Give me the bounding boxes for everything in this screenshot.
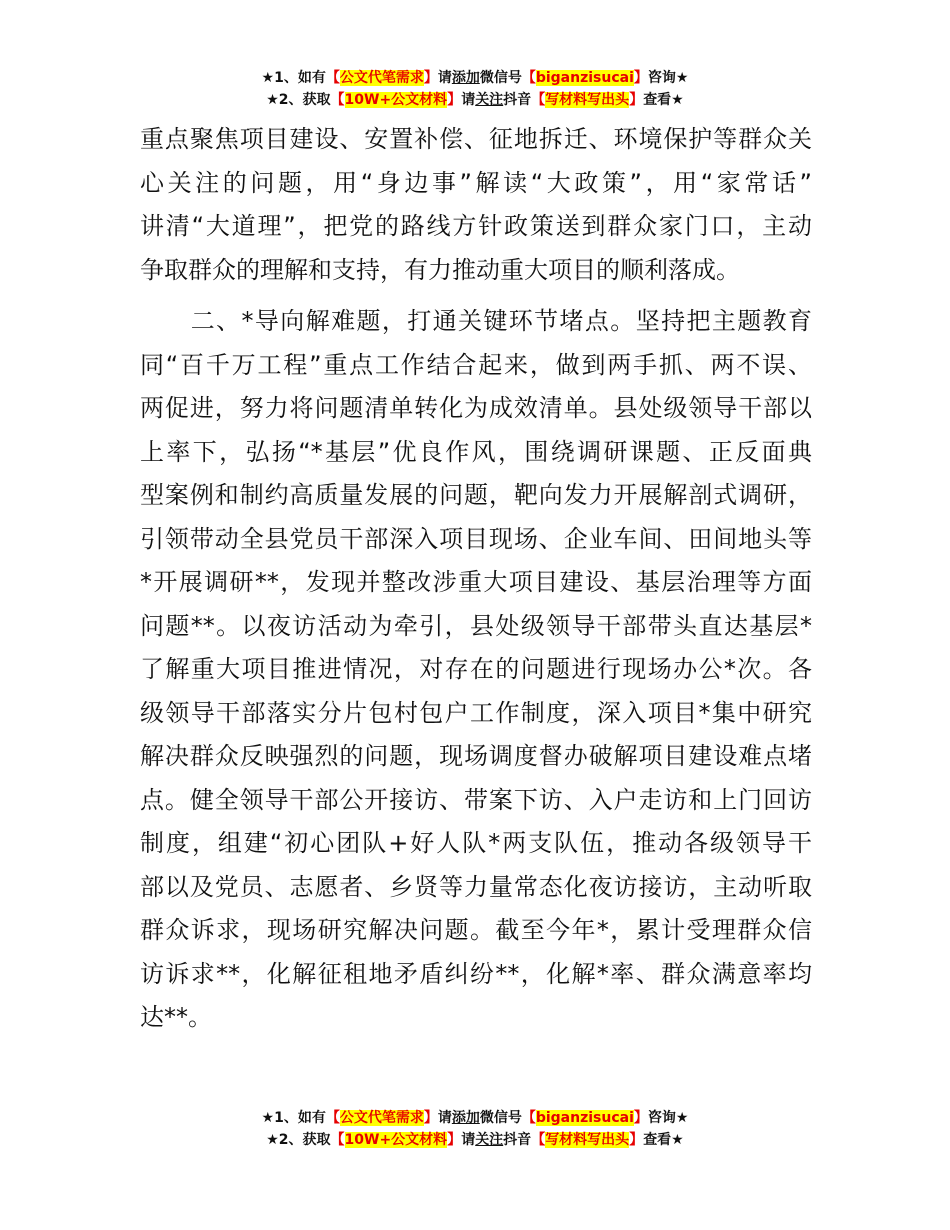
text-line: 型案例和制约高质量发展的问题，靶向发力开展解剖式调研， <box>140 481 812 509</box>
promo-bracket: 【 <box>531 92 546 108</box>
text-line: 二、*导向解难题，打通关键环节堵点。坚持把主题教育 <box>140 307 812 335</box>
text-line: 心关注的问题，用“身边事”解读“大政策”，用“家常话” <box>140 168 812 197</box>
promo-text: ★2、获取 <box>266 1132 331 1148</box>
promo-text: ★2、获取 <box>266 92 331 108</box>
text-line: 上率下，弘扬“*基层”优良作风，围绕调研课题、正反面典 <box>140 437 812 466</box>
promo-bracket: 】 <box>423 1110 438 1126</box>
promo-bracket: 【 <box>325 70 340 86</box>
text-line: 了解重大项目推进情况，对存在的问题进行现场办公*次。各 <box>140 655 812 683</box>
promo-bracket: 】 <box>447 1132 462 1148</box>
text-line: 问题**。以夜访活动为牵引，县处级领导干部带头直达基层* <box>140 611 812 640</box>
promo-text: 请 <box>437 70 452 86</box>
promo-highlight: biganzisucai <box>535 1110 634 1126</box>
text-line: 达**。 <box>140 1003 212 1031</box>
promo-line-1 <box>0 1107 950 1129</box>
promo-bracket: 】 <box>629 1132 644 1148</box>
promo-bracket: 【 <box>325 1110 340 1126</box>
promo-bracket: 【 <box>521 1110 536 1126</box>
promo-text: 添加 <box>451 70 480 86</box>
paragraph-2 <box>140 300 812 1040</box>
text-line: 重点聚焦项目建设、安置补偿、征地拆迁、环境保护等群众关 <box>140 125 812 153</box>
promo-text: 微信号 <box>479 70 522 86</box>
promo-text: 微信号 <box>479 1110 522 1126</box>
text-line: 争取群众的理解和支持，有力推动重大项目的顺利落成。 <box>140 255 740 284</box>
promo-text: 请 <box>461 92 476 108</box>
text-line: 点。健全领导干部公开接访、带案下访、入户走访和上门回访 <box>140 785 812 814</box>
text-line: 级领导干部落实分片包村包户工作制度，深入项目*集中研究 <box>140 698 812 727</box>
promo-text: 查看★ <box>643 1132 684 1148</box>
promo-highlight: 公文代笔需求 <box>339 1110 424 1126</box>
promo-highlight: 10W+公文材料 <box>344 1132 448 1148</box>
promo-text: 咨询★ <box>647 70 689 86</box>
text-line: 制度，组建“初心团队+好人队*两支队伍，推动各级领导干 <box>140 829 812 857</box>
text-line: 部以及党员、志愿者、乡贤等力量常态化夜访接访，主动听取 <box>140 872 812 901</box>
promo-line-2 <box>0 1129 950 1151</box>
promo-text: ★1、如有 <box>261 1110 326 1126</box>
promo-bracket: 【 <box>531 1132 546 1148</box>
promo-line-2 <box>0 89 950 111</box>
promo-line-1 <box>0 67 950 89</box>
text-line: 引领带动全县党员干部深入项目现场、企业车间、田间地头等 <box>140 524 812 553</box>
promo-text: 请 <box>461 1132 476 1148</box>
promo-text: 关注 <box>475 92 504 108</box>
document-body <box>140 118 812 1040</box>
promo-highlight: 10W+公文材料 <box>344 92 448 108</box>
promo-bracket: 】 <box>423 70 438 86</box>
promo-text: 关注 <box>475 1132 504 1148</box>
header-promo-banner <box>0 67 950 111</box>
text-line: 讲清“大道理”，把党的路线方针政策送到群众家门口，主动 <box>140 212 812 240</box>
footer-promo-banner <box>0 1107 950 1151</box>
text-line: 两促进，努力将问题清单转化为成效清单。县处级领导干部以 <box>140 394 812 422</box>
promo-text: 抖音 <box>503 1132 532 1148</box>
text-line: 访诉求**，化解征租地矛盾纠纷**，化解*率、群众满意率均 <box>140 959 812 988</box>
text-line: 解决群众反映强烈的问题，现场调度督办破解项目建设难点堵 <box>140 742 812 770</box>
promo-bracket: 【 <box>330 92 345 108</box>
promo-bracket: 【 <box>521 70 536 86</box>
promo-text: 咨询★ <box>647 1110 689 1126</box>
promo-text: 添加 <box>451 1110 480 1126</box>
text-line: 同“百千万工程”重点工作结合起来，做到两手抓、两不误、 <box>140 350 812 379</box>
promo-bracket: 】 <box>447 92 462 108</box>
promo-bracket: 】 <box>633 1110 648 1126</box>
text-line: *开展调研**，发现并整改涉重大项目建设、基层治理等方面 <box>140 568 812 596</box>
promo-text: ★1、如有 <box>261 70 326 86</box>
promo-highlight: biganzisucai <box>535 70 634 86</box>
promo-text: 请 <box>437 1110 452 1126</box>
promo-bracket: 】 <box>633 70 648 86</box>
promo-highlight: 写材料写出头 <box>545 1132 630 1148</box>
promo-text: 抖音 <box>503 92 532 108</box>
promo-highlight: 公文代笔需求 <box>339 70 424 86</box>
text-line: 群众诉求，现场研究解决问题。截至今年*，累计受理群众信 <box>140 916 812 944</box>
promo-bracket: 】 <box>629 92 644 108</box>
promo-bracket: 【 <box>330 1132 345 1148</box>
promo-highlight: 写材料写出头 <box>545 92 630 108</box>
promo-text: 查看★ <box>643 92 684 108</box>
paragraph-1 <box>140 118 812 292</box>
